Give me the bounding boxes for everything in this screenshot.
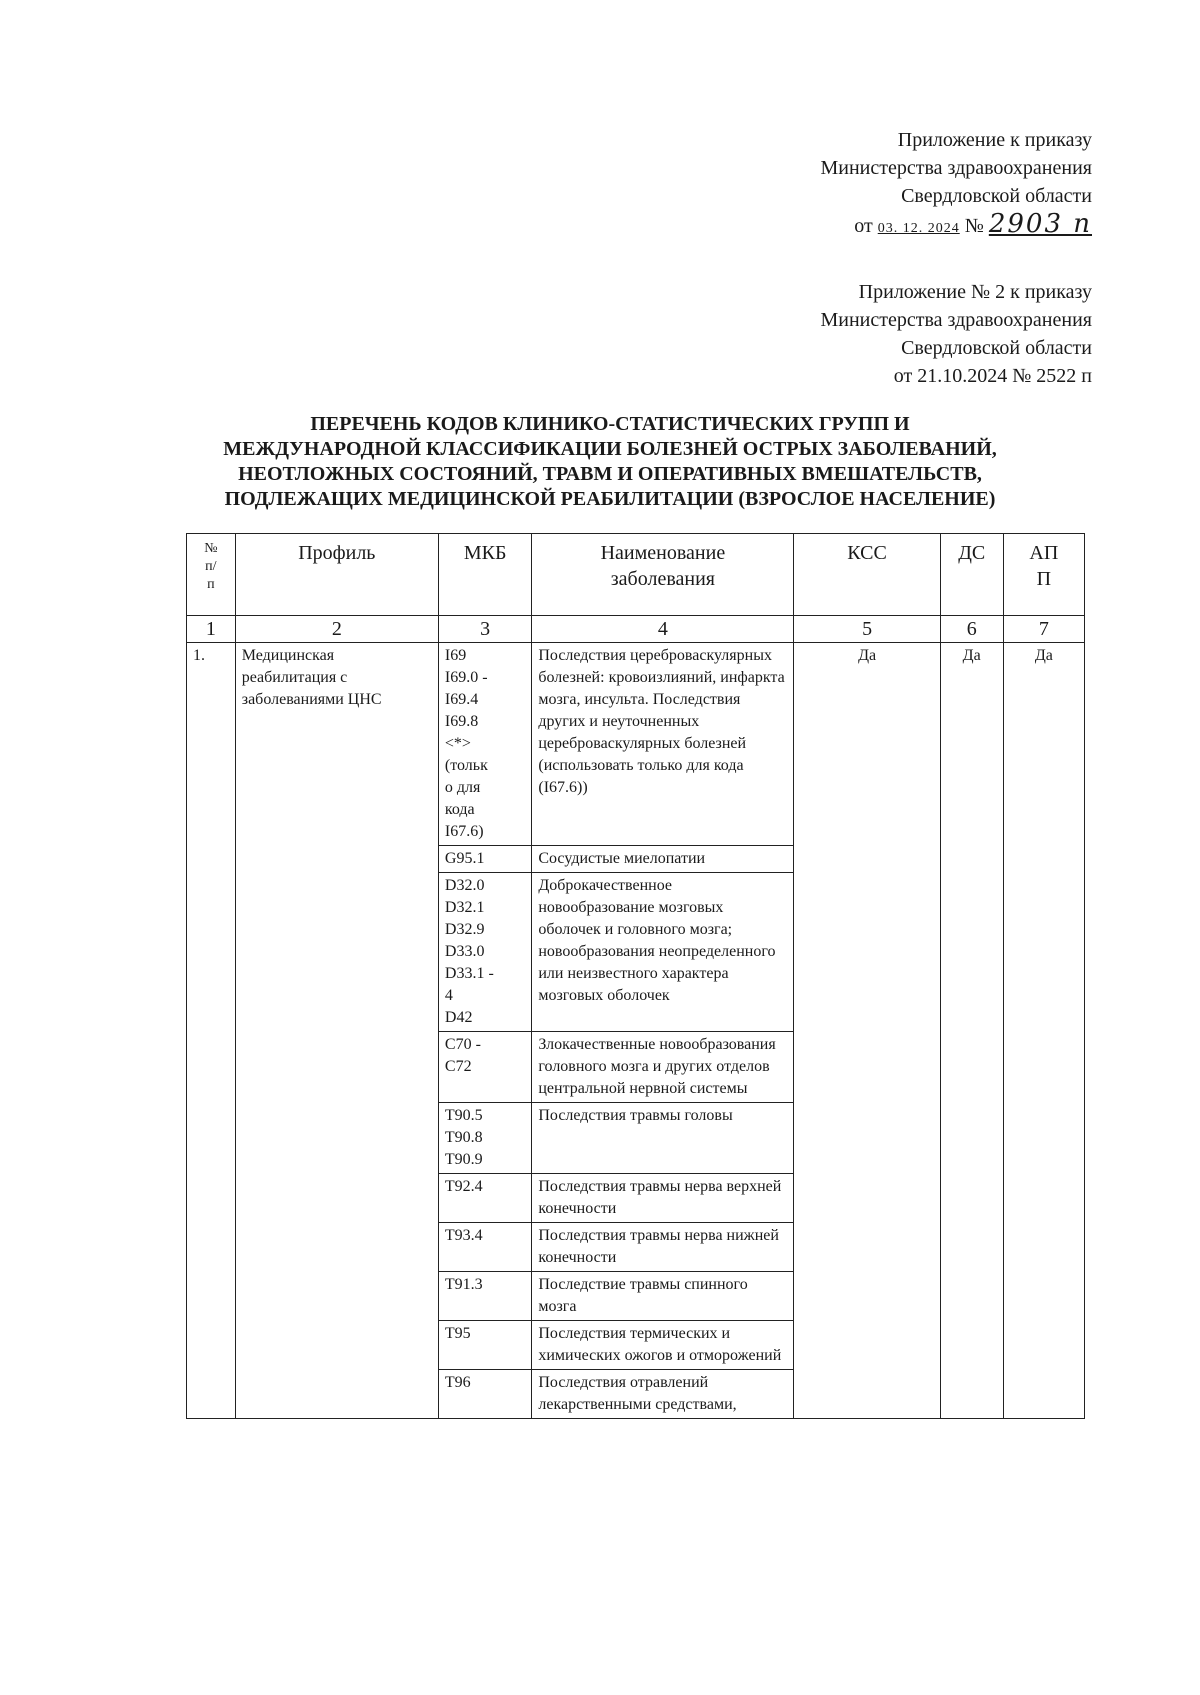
header-mkb: МКБ [438, 534, 531, 616]
col-number: 7 [1003, 616, 1084, 643]
annex2-line-2: Министерства здравоохранения [820, 309, 1092, 331]
header-num-l1: № [204, 541, 218, 556]
annex2-block [820, 278, 1092, 390]
disease-name-cell: Последствия цереброваскулярных болезней: кровоизлияний, инфаркта мозга, инсульта. Последствия других и неуточненных цереброваскулярных болезней (использовать только для кода (I67.6)) [532, 643, 794, 846]
title-line-3: НЕОТЛОЖНЫХ СОСТОЯНИЙ, ТРАВМ И ОПЕРАТИВНЫХ ВМЕШАТЕЛЬСТВ, [238, 463, 982, 485]
approval-date: 03. 12. 2024 [877, 221, 960, 236]
disease-name-cell: Последствия травмы нерва верхней конечности [532, 1174, 794, 1223]
col-number: 2 [235, 616, 438, 643]
table-row [187, 643, 1085, 846]
document-title [150, 412, 1070, 512]
title-line-4: ПОДЛЕЖАЩИХ МЕДИЦИНСКОЙ РЕАБИЛИТАЦИИ (ВЗРОСЛОЕ НАСЕЛЕНИЕ) [224, 488, 996, 510]
col-number: 1 [187, 616, 236, 643]
mkb-codes-cell [438, 1032, 531, 1103]
col-number: 6 [940, 616, 1003, 643]
mkb-code: I69.4 [444, 691, 479, 708]
mkb-code: I67.6) [444, 823, 484, 840]
mkb-code: I69.8 [444, 713, 479, 730]
row-num: 1. [187, 643, 236, 1419]
approval-date-number [820, 210, 1092, 243]
header-num-l2: п/ [205, 559, 217, 574]
mkb-code: D32.9 [444, 921, 485, 938]
number-prefix: № [964, 215, 984, 237]
mkb-code: (тольк [444, 757, 488, 774]
mkb-code: D32.0 [444, 877, 485, 894]
approval-line-2: Министерства здравоохранения [820, 157, 1092, 179]
mkb-code: C70 - [444, 1036, 481, 1053]
mkb-codes-cell [438, 1174, 531, 1223]
mkb-code: T95 [444, 1325, 471, 1342]
header-app-l1: АП [1029, 542, 1059, 564]
annex2-line-3: Свердловской области [901, 337, 1092, 359]
mkb-codes-cell [438, 846, 531, 873]
header-kss: КСС [794, 534, 940, 616]
header-ds: ДС [940, 534, 1003, 616]
approval-stamp-block [820, 126, 1092, 243]
annex2-line-4: от 21.10.2024 № 2522 п [893, 365, 1092, 387]
col-number: 4 [532, 616, 794, 643]
disease-name-cell: Последствия термических и химических ожогов и отморожений [532, 1321, 794, 1370]
mkb-codes-cell [438, 1321, 531, 1370]
date-prefix: от [854, 215, 873, 237]
disease-name-cell: Последствия отравлений лекарственными средствами, [532, 1370, 794, 1419]
mkb-code: C72 [444, 1058, 472, 1075]
title-line-1: ПЕРЕЧЕНЬ КОДОВ КЛИНИКО-СТАТИСТИЧЕСКИХ ГРУПП И [310, 413, 910, 435]
header-name-l2: заболевания [610, 568, 715, 590]
mkb-code: кода [444, 801, 475, 818]
mkb-code: G95.1 [444, 850, 485, 867]
mkb-code: T92.4 [444, 1178, 483, 1195]
disease-name-cell: Последствия травмы нерва нижней конечности [532, 1223, 794, 1272]
mkb-code: T90.9 [444, 1151, 483, 1168]
disease-name-cell: Злокачественные новообразования головного мозга и других отделов центральной нервной системы [532, 1032, 794, 1103]
rehab-codes-table [186, 533, 1085, 1419]
disease-name-cell: Доброкачественное новообразование мозговых оболочек и головного мозга; новообразования неопределенного или неизвестного характера мозговых оболочек [532, 873, 794, 1032]
header-profile: Профиль [235, 534, 438, 616]
disease-name-cell: Сосудистые миелопатии [532, 846, 794, 873]
mkb-code: D32.1 [444, 899, 485, 916]
table-header-row [187, 534, 1085, 616]
title-line-2: МЕЖДУНАРОДНОЙ КЛАССИФИКАЦИИ БОЛЕЗНЕЙ ОСТРЫХ ЗАБОЛЕВАНИЙ, [223, 438, 997, 460]
header-app [1003, 534, 1084, 616]
mkb-code: 4 [444, 987, 453, 1004]
mkb-code: о для [444, 779, 481, 796]
mkb-codes-cell [438, 1223, 531, 1272]
mkb-codes-cell [438, 873, 531, 1032]
mkb-code: T96 [444, 1374, 471, 1391]
mkb-code: I69.0 - [444, 669, 488, 686]
mkb-code: T93.4 [444, 1227, 483, 1244]
mkb-code: I69 [444, 647, 467, 664]
approval-number: 2903 п [988, 209, 1092, 239]
annex2-line-1: Приложение № 2 к приказу [858, 281, 1092, 303]
mkb-codes-cell [438, 643, 531, 846]
header-num-l3: п [207, 577, 215, 592]
mkb-code: D33.0 [444, 943, 485, 960]
header-name-l1: Наименование [600, 542, 726, 564]
col-number: 5 [794, 616, 940, 643]
row-kss: Да [794, 643, 940, 1419]
mkb-code: <*> [444, 735, 471, 752]
approval-line-3: Свердловской области [901, 185, 1092, 207]
mkb-codes-cell [438, 1272, 531, 1321]
header-num [187, 534, 236, 616]
row-profile: Медицинская реабилитация с заболеваниями ЦНС [235, 643, 438, 1419]
column-number-row [187, 616, 1085, 643]
col-number: 3 [438, 616, 531, 643]
header-name [532, 534, 794, 616]
disease-name-cell: Последствия травмы головы [532, 1103, 794, 1174]
header-app-l2: П [1036, 568, 1052, 590]
mkb-code: D42 [444, 1009, 473, 1026]
mkb-codes-cell [438, 1370, 531, 1419]
mkb-code: T91.3 [444, 1276, 483, 1293]
disease-name-cell: Последствие травмы спинного мозга [532, 1272, 794, 1321]
approval-line-1: Приложение к приказу [897, 129, 1092, 151]
mkb-code: T90.8 [444, 1129, 483, 1146]
row-app: Да [1003, 643, 1084, 1419]
mkb-code: T90.5 [444, 1107, 483, 1124]
mkb-code: D33.1 - [444, 965, 494, 982]
row-ds: Да [940, 643, 1003, 1419]
mkb-codes-cell [438, 1103, 531, 1174]
